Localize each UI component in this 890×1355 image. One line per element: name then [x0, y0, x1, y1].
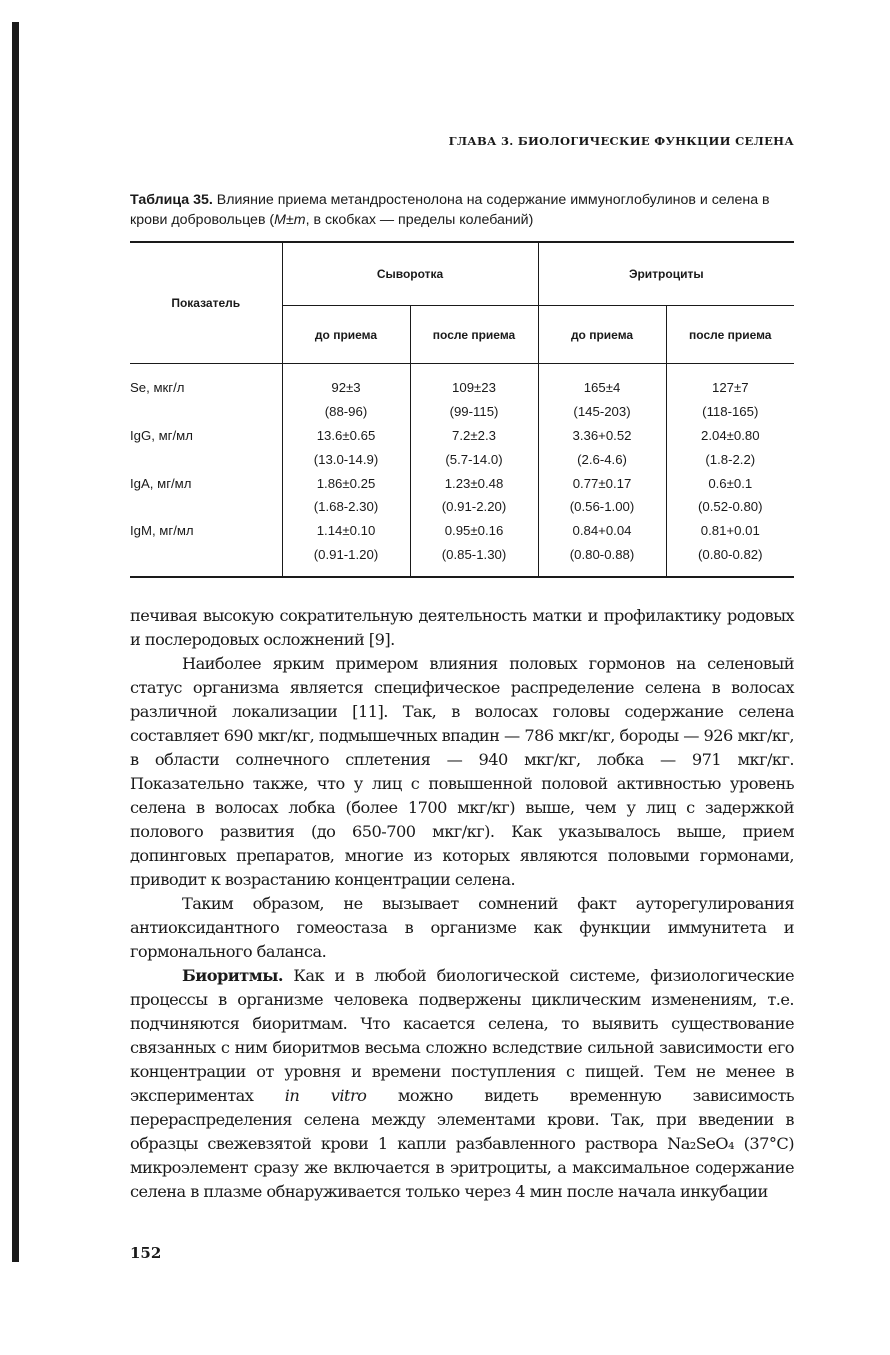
cell-value: 0.6±0.1: [708, 475, 753, 491]
cell-range: (0.80-0.88): [538, 543, 666, 578]
cell-value: 92±3: [282, 364, 410, 400]
cell-value: 2.04±0.80: [700, 427, 760, 443]
italic-term: in vitro: [284, 1086, 367, 1105]
header-parameter: Показатель: [130, 242, 282, 364]
cell-range: (0.56-1.00): [538, 495, 666, 519]
scan-edge-bar: [12, 22, 19, 1262]
running-head: ГЛАВА 3. БИОЛОГИЧЕСКИЕ ФУНКЦИИ СЕЛЕНА: [448, 134, 794, 148]
cell-range: (0.91-2.20): [410, 495, 538, 519]
paragraph: печивая высокую сократительную деятельность матки и профилактику родовых и послеродовых осложнений [9].: [130, 606, 794, 649]
cell-value: 0.81+0.01: [700, 523, 760, 539]
paragraph: [130, 964, 794, 1204]
header-ery-before: до приема: [538, 306, 666, 364]
cell-value: 1.23±0.48: [410, 471, 538, 495]
paragraph-text: Как и в любой биологической системе, физиологические процессы в организме человека подвержены циклическим изменениям, т.е. подчиняются биоритмам. Что касается селена, то выявить существование связанных с ним биоритмов весьма сложно вследствие сильной зависимости его концентрации от уровня и времени поступления с пищей. Тем не менее в экспериментах: [130, 966, 794, 1105]
cell-value: 3.36+0.52: [538, 424, 666, 448]
caption-text-b: , в скобках — пределы колебаний): [305, 212, 534, 228]
cell-range: (88-96): [282, 400, 410, 424]
header-serum-after: после приема: [410, 306, 538, 364]
paragraph: Наиболее ярким примером влияния половых гормонов на селеновый статус организма является специфическое распределение селена в волосах различной локализации [11]. Так, в волосах головы содержание селена составляет 690 мкг/кг, подмышечных впадин — 786 мкг/кг, бороды — 926 мкг/кг, в области солнечного сплетения — 940 мкг/кг, лобка — 971 мкг/кг. Показательно также, что у лиц с повышенной половой активностью уровень селена в волосах лобка (более 1700 мкг/кг) выше, чем у лиц с задержкой полового развития (до 650-700 мкг/кг). Как указывалось выше, прием допинговых препаратов, многие из которых являются половыми гормонами, приводит к возрастанию концентрации селена.: [130, 654, 794, 889]
row-label: IgG, мг/мл: [130, 424, 282, 448]
paragraph: Таким образом, не вызывает сомнений факт ауторегулирования антиоксидантного гомеостаза в организме как функции иммунитета и гормонального баланса.: [130, 894, 794, 961]
row-label: IgM, мг/мл: [130, 519, 282, 543]
cell-range: (0.80-0.82): [666, 543, 794, 578]
cell-range: (145-203): [538, 400, 666, 424]
cell-range: (0.91-1.20): [282, 543, 410, 578]
row-label: IgA, мг/мл: [130, 471, 282, 495]
data-table: [130, 241, 794, 578]
cell-value: 165±4: [538, 364, 666, 400]
cell-value: 127±7: [711, 380, 749, 396]
cell-value: 0.77±0.17: [538, 471, 666, 495]
cell-range: (1.8-2.2): [705, 451, 756, 467]
cell-range: (118-165): [702, 404, 759, 420]
row-label: Se, мкг/л: [130, 364, 282, 400]
cell-range: (5.7-14.0): [410, 447, 538, 471]
table-row: [130, 424, 794, 448]
cell-range: (99-115): [410, 400, 538, 424]
section-heading: Биоритмы.: [182, 966, 283, 985]
cell-range: (2.6-4.6): [538, 447, 666, 471]
table-row: [130, 543, 794, 578]
cell-value: 0.84+0.04: [538, 519, 666, 543]
header-ery-after: после приема: [666, 306, 794, 364]
cell-value: 109±23: [410, 364, 538, 400]
header-serum-before: до приема: [282, 306, 410, 364]
table-row: [130, 495, 794, 519]
caption-stat: M±m: [274, 212, 306, 228]
table-row: [130, 519, 794, 543]
cell-value: 7.2±2.3: [410, 424, 538, 448]
cell-value: 13.6±0.65: [282, 424, 410, 448]
table-row: [130, 471, 794, 495]
cell-range: (13.0-14.9): [282, 447, 410, 471]
paragraph-text: можно видеть временную зависимость перераспределения селена между элементами крови. Так, при введении в образцы свежевзятой крови 1 капли разбавленного раствора Na₂SeO₄ (37°С) микроэлемент сразу же включается в эритроциты, а максимальное содержание селена в плазме обнаруживается только через 4 мин после начала инкубации: [130, 1086, 794, 1201]
table-row: [130, 400, 794, 424]
cell-value: 0.95±0.16: [410, 519, 538, 543]
cell-value: 1.86±0.25: [282, 471, 410, 495]
caption-text-a: Влияние приема метандростенолона на содержание иммуноглобулинов и селена в крови добровольцев (: [130, 192, 770, 228]
page-number: 152: [130, 1244, 162, 1262]
cell-value: 1.14±0.10: [282, 519, 410, 543]
body-text: [130, 604, 794, 1204]
cell-range: (0.85-1.30): [410, 543, 538, 578]
cell-range: (1.68-2.30): [282, 495, 410, 519]
header-serum: Сыворотка: [282, 242, 538, 306]
table-caption: [130, 190, 796, 230]
header-erythrocytes: Эритроциты: [538, 242, 794, 306]
table-row: [130, 447, 794, 471]
table-row: [130, 364, 794, 400]
caption-label: Таблица 35.: [130, 192, 213, 208]
cell-range: (0.52-0.80): [698, 499, 763, 515]
